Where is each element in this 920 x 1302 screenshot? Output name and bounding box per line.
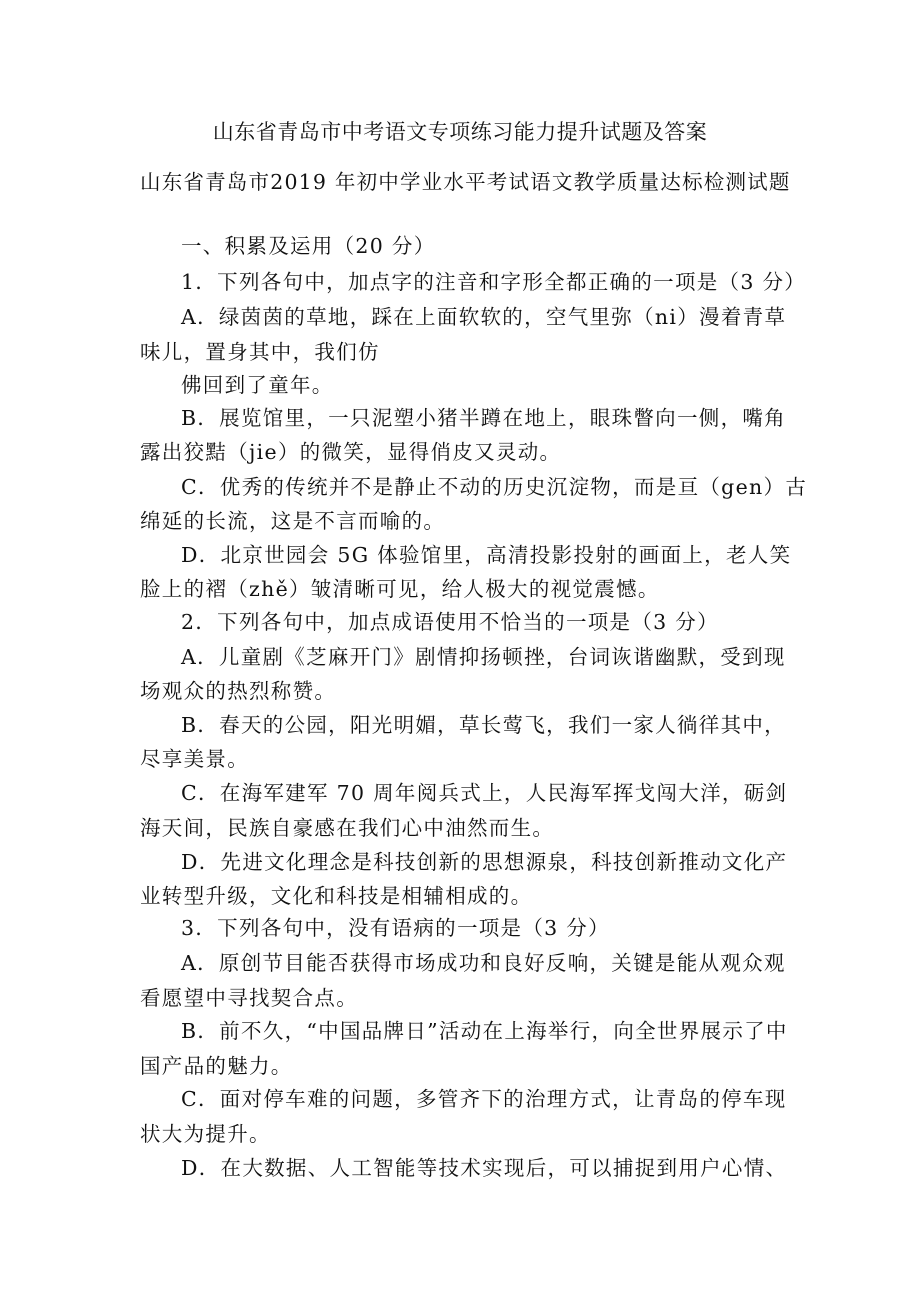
question-3: 3．下列各句中，没有语病的一项是（3 分） — [181, 916, 610, 940]
q1-option-d: D．北京世园会 5G 体验馆里，高清投影投射的画面上，老人笑 — [181, 543, 792, 567]
q1-option-c: C．优秀的传统并不是静止不动的历史沉淀物，而是亘（gen）古 — [181, 475, 808, 499]
q1-option-d-cont: 脸上的褶（zhě）皱清晰可见，给人极大的视觉震憾。 — [140, 577, 660, 601]
q3-option-b-cont: 国产品的魅力。 — [140, 1054, 293, 1078]
q2-option-d: D．先进文化理念是科技创新的思想源泉，科技创新推动文化产 — [181, 850, 788, 874]
q1-option-c-cont: 绵延的长流，这是不言而喻的。 — [140, 509, 446, 533]
q2-option-b: B．春天的公园，阳光明媚，草长莺飞，我们一家人徜徉其中， — [181, 713, 786, 737]
q1-option-b: B．展览馆里，一只泥塑小猪半蹲在地上，眼珠瞥向一侧，嘴角 — [181, 406, 786, 430]
question-1: 1．下列各句中，加点字的注音和字形全都正确的一项是（3 分） — [181, 270, 807, 294]
document-title: 山东省青岛市中考语文专项练习能力提升试题及答案 — [212, 120, 708, 144]
q3-option-b: B．前不久，“中国品牌日”活动在上海举行，向全世界展示了中 — [181, 1019, 788, 1043]
q1-option-a-cont: 味儿，置身其中，我们仿 — [140, 340, 380, 364]
q2-option-b-cont: 尽享美景。 — [140, 747, 249, 771]
q3-option-a: A．原创节目能否获得市场成功和良好反响，关键是能从观众观 — [181, 951, 786, 975]
q2-option-c-cont: 海天间，民族自豪感在我们心中油然而生。 — [140, 816, 555, 840]
document-subtitle: 山东省青岛市2019 年初中学业水平考试语文教学质量达标检测试题 — [140, 170, 791, 194]
q3-option-c: C．面对停车难的问题，多管齐下的治理方式，让青岛的停车现 — [181, 1087, 787, 1111]
q2-option-c: C．在海军建军 70 周年阅兵式上，人民海军挥戈闯大洋，砺剑 — [181, 781, 788, 805]
q3-option-a-cont: 看愿望中寻找契合点。 — [140, 986, 358, 1010]
q2-option-d-cont: 业转型升级，文化和科技是相辅相成的。 — [140, 884, 533, 908]
q1-option-b-cont: 露出狡黠（jie）的微笑，显得俏皮又灵动。 — [140, 440, 562, 464]
q3-option-d: D．在大数据、人工智能等技术实现后，可以捕捉到用户心情、 — [181, 1156, 788, 1180]
q1-option-a-cont2: 佛回到了童年。 — [181, 373, 334, 397]
q1-option-a: A．绿茵茵的草地，踩在上面软软的，空气里弥（ni）漫着青草 — [181, 305, 787, 329]
q2-option-a: A．儿童剧《芝麻开门》剧情抑扬顿挫，台词诙谐幽默，受到现 — [181, 645, 786, 669]
q3-option-c-cont: 状大为提升。 — [140, 1122, 271, 1146]
q2-option-a-cont: 场观众的热烈称赞。 — [140, 679, 337, 703]
section-heading: 一、积累及运用（20 分） — [181, 234, 436, 258]
question-2: 2．下列各句中，加点成语使用不恰当的一项是（3 分） — [181, 610, 719, 634]
